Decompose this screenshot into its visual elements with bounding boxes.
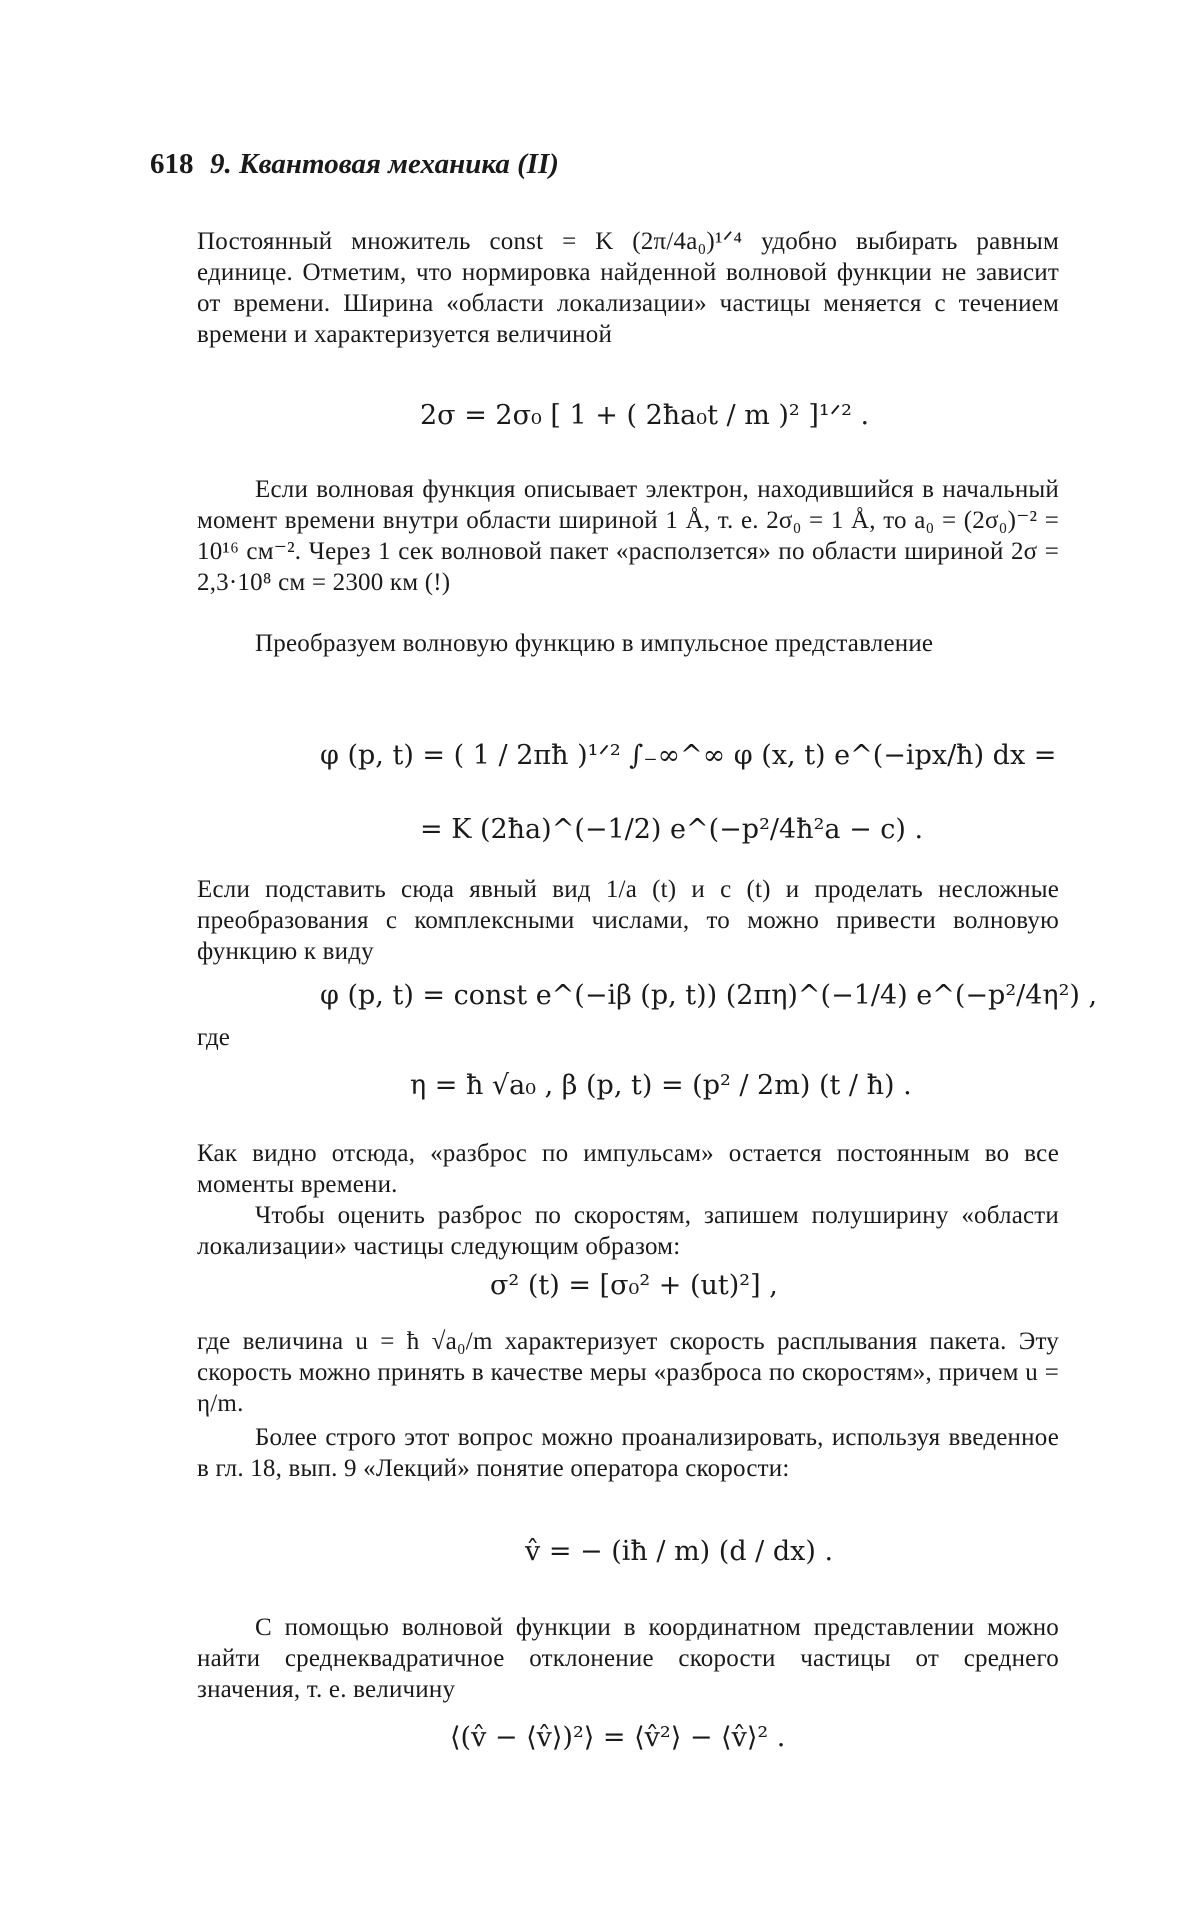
paragraph-9: С помощью волновой функции в координатном представлении можно найти среднеквадратичное отклонение скорости частицы от среднего значения, т. е. величину bbox=[197, 1614, 1059, 1703]
equation-momentum-transform: φ (p, t) = ( 1 / 2πħ )¹ᐟ² ∫₋∞^∞ φ (x, t) e^(−ipx/ħ) dx = bbox=[320, 740, 1057, 771]
equation-momentum-result: = K (2ħa)^(−1/2) e^(−p²/4ħ²a − c) . bbox=[420, 814, 924, 845]
equation-width: 2σ = 2σ₀ [ 1 + ( 2ħa₀t / m )² ]¹ᐟ² . bbox=[420, 400, 870, 431]
paragraph-7: где величина u = ħ √a₀/m характеризует скорость расплывания пакета. Эту скорость можно принять в качестве меры «разброса по скоростям», причем u = η/m. bbox=[197, 1328, 1059, 1417]
equation-velocity-operator: v̂ = − (iħ / m) (d / dx) . bbox=[525, 1536, 834, 1567]
paragraph-4: Если подставить сюда явный вид 1/a (t) и c (t) и проделать несложные преобразования с комплексными числами, то можно привести волновую функцию к виду bbox=[197, 876, 1059, 965]
equation-wavefunction-form: φ (p, t) = const e^(−iβ (p, t)) (2πη)^(−1/4) e^(−p²/4η²) , bbox=[320, 980, 1098, 1011]
running-title: 9. Квантовая механика (II) bbox=[210, 148, 559, 180]
equation-velocity-variance: ⟨(v̂ − ⟨v̂⟩)²⟩ = ⟨v̂²⟩ − ⟨v̂⟩² . bbox=[450, 1722, 786, 1753]
equation-sigma-t: σ² (t) = [σ₀² + (ut)²] , bbox=[490, 1270, 778, 1301]
paragraph-1: Постоянный множитель const = K (2π/4a₀)¹ᐟ⁴ удобно выбирать равным единице. Отметим, что нормировка найденной волновой функции не зависит от времени. Ширина «области локализации» частицы меняется с течением времени и характеризуется величиной bbox=[197, 228, 1059, 348]
equation-eta-beta: η = ħ √a₀ , β (p, t) = (p² / 2m) (t / ħ) . bbox=[410, 1070, 912, 1101]
paragraph-2: Если волновая функция описывает электрон, находившийся в начальный момент времени внутри области шириной 1 Å, т. е. 2σ₀ = 1 Å, то a₀ = (2σ₀)⁻² = 10¹⁶ см⁻². Через 1 сек волновой пакет «расползется» по области шириной 2σ = 2,3·10⁸ см = 2300 км (!) bbox=[197, 476, 1059, 596]
paragraph-8: Более строго этот вопрос можно проанализировать, используя введенное в гл. 18, вып. 9 «Лекций» понятие оператора скорости: bbox=[197, 1424, 1059, 1482]
paragraph-3: Преобразуем волновую функцию в импульсное представление bbox=[255, 630, 934, 657]
page-number: 618 bbox=[150, 148, 194, 180]
paragraph-5: Как видно отсюда, «разброс по импульсам» остается постоянным во все моменты времени. bbox=[197, 1140, 1059, 1198]
where-label: где bbox=[197, 1024, 230, 1051]
page-header bbox=[150, 148, 1050, 188]
paragraph-6: Чтобы оценить разброс по скоростям, запишем полуширину «области локализации» частицы следующим образом: bbox=[197, 1202, 1059, 1260]
